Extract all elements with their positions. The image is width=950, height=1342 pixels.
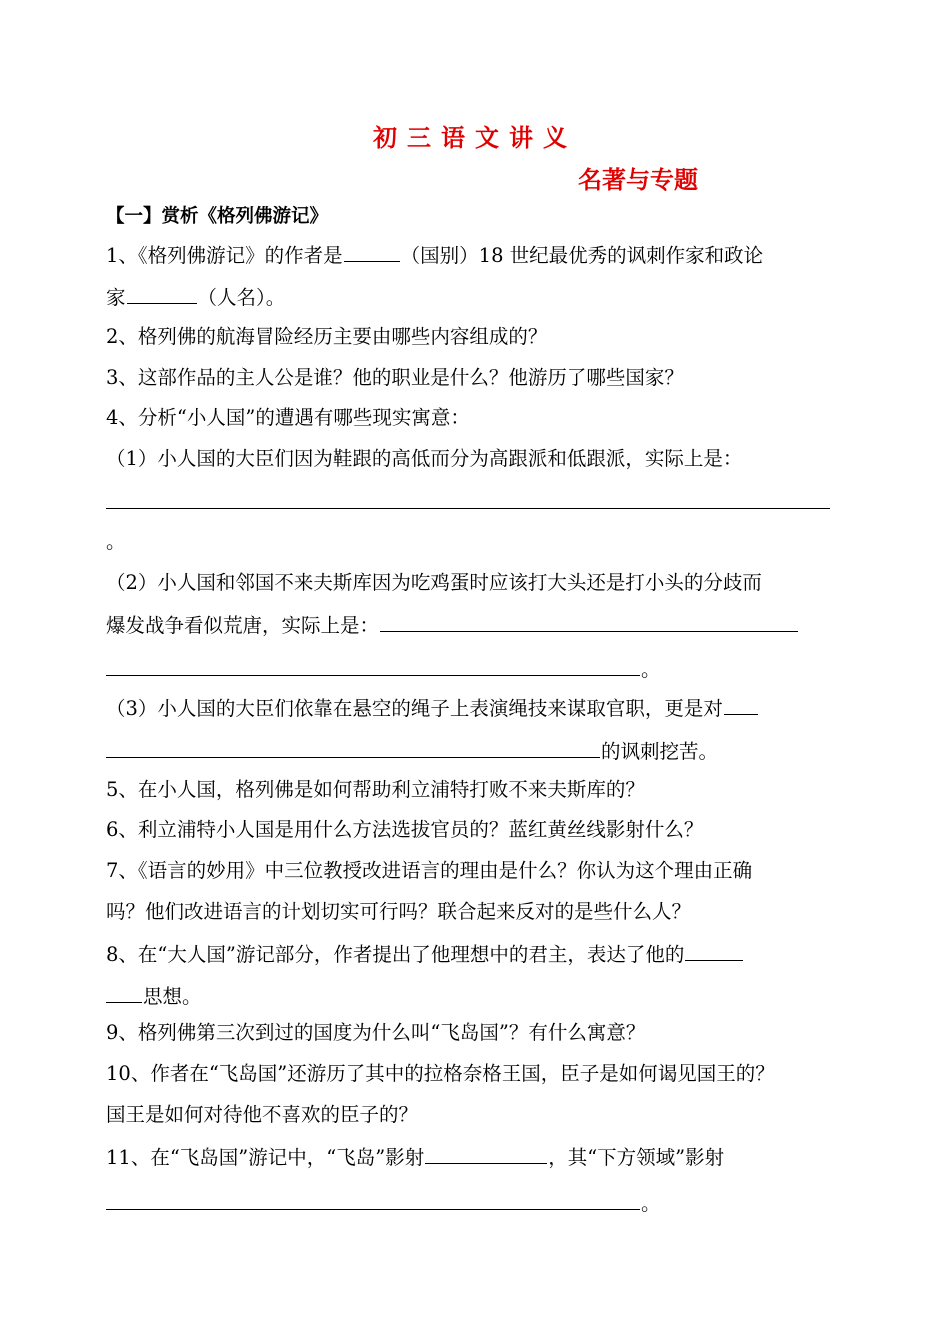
question-7-line-2: 吗？他们改进语言的计划切实可行吗？联合起来反对的是些什么人？ xyxy=(106,900,692,923)
question-10-line-2: 国王是如何对待他不喜欢的臣子的？ xyxy=(106,1103,419,1126)
page-subtitle: 名著与专题 xyxy=(578,165,698,194)
question-text: 11、在“飞岛国”游记中，“飞岛”影射 xyxy=(106,1146,425,1169)
question-8-line-2 xyxy=(106,983,851,1009)
answer-blank[interactable] xyxy=(425,1144,547,1164)
question-text: 家 xyxy=(106,286,126,309)
question-1-line-2 xyxy=(106,284,851,310)
question-7-line-1: 7、《语言的妙用》中三位教授改进语言的理由是什么？你认为这个理由正确 xyxy=(106,859,753,882)
question-4-1: （1）小人国的大臣们因为鞋跟的高低而分为高跟派和低跟派，实际上是： xyxy=(106,447,743,470)
question-2: 2、格列佛的航海冒险经历主要由哪些内容组成的？ xyxy=(106,325,548,348)
question-4-2-line-3 xyxy=(106,656,851,682)
question-9: 9、格列佛第三次到过的国度为什么叫“飞岛国”？有什么寓意？ xyxy=(106,1021,646,1044)
question-11-line-2 xyxy=(106,1190,851,1216)
answer-blank[interactable] xyxy=(106,738,600,758)
answer-blank[interactable] xyxy=(127,284,197,304)
question-text: 的讽刺挖苦。 xyxy=(601,740,719,763)
question-5: 5、在小人国，格列佛是如何帮助利立浦特打败不来夫斯库的？ xyxy=(106,778,645,801)
question-text: （人名）。 xyxy=(197,286,286,309)
question-4-2-line-1: （2）小人国和邻国不来夫斯库因为吃鸡蛋时应该打大头还是打小头的分歧而 xyxy=(106,571,762,594)
question-text: 。 xyxy=(641,658,661,681)
question-4-2-line-2 xyxy=(106,612,851,638)
question-text: 8、在“大人国”游记部分，作者提出了他理想中的君主，表达了他的 xyxy=(106,943,685,966)
question-text: 。 xyxy=(641,1192,661,1215)
question-text: 思想。 xyxy=(143,985,202,1008)
answer-blank[interactable] xyxy=(344,242,400,262)
answer-line[interactable] xyxy=(106,508,830,509)
answer-blank[interactable] xyxy=(106,983,142,1003)
question-3: 3、这部作品的主人公是谁？他的职业是什么？他游历了哪些国家？ xyxy=(106,366,684,389)
answer-end-mark: 。 xyxy=(106,530,126,553)
answer-blank[interactable] xyxy=(685,941,743,961)
question-1-line-1 xyxy=(106,242,851,268)
page-title: 初三语文讲义 xyxy=(373,123,577,152)
question-text: ，其“下方领域”影射 xyxy=(548,1146,725,1169)
question-text: （国别）18 世纪最优秀的讽刺作家和政论 xyxy=(400,244,764,267)
question-text: （3）小人国的大臣们依靠在悬空的绳子上表演绳技来谋取官职，更是对 xyxy=(106,697,723,720)
question-4: 4、分析“小人国”的遭遇有哪些现实寓意： xyxy=(106,406,470,429)
answer-blank[interactable] xyxy=(106,656,640,676)
question-4-3-line-2 xyxy=(106,738,851,764)
answer-blank[interactable] xyxy=(380,612,798,632)
section-heading: 【一】赏析《格列佛游记》 xyxy=(106,206,329,227)
question-10-line-1: 10、作者在“飞岛国”还游历了其中的拉格奈格王国，臣子是如何谒见国王的？ xyxy=(106,1062,775,1085)
question-11-line-1 xyxy=(106,1144,851,1170)
answer-blank[interactable] xyxy=(724,695,758,715)
question-8-line-1 xyxy=(106,941,851,967)
question-text: 爆发战争看似荒唐，实际上是： xyxy=(106,614,380,637)
question-text: 1、《格列佛游记》的作者是 xyxy=(106,244,343,267)
answer-blank[interactable] xyxy=(106,1190,640,1210)
question-4-3-line-1 xyxy=(106,695,851,721)
question-6: 6、利立浦特小人国是用什么方法选拔官员的？蓝红黄丝线影射什么？ xyxy=(106,818,704,841)
